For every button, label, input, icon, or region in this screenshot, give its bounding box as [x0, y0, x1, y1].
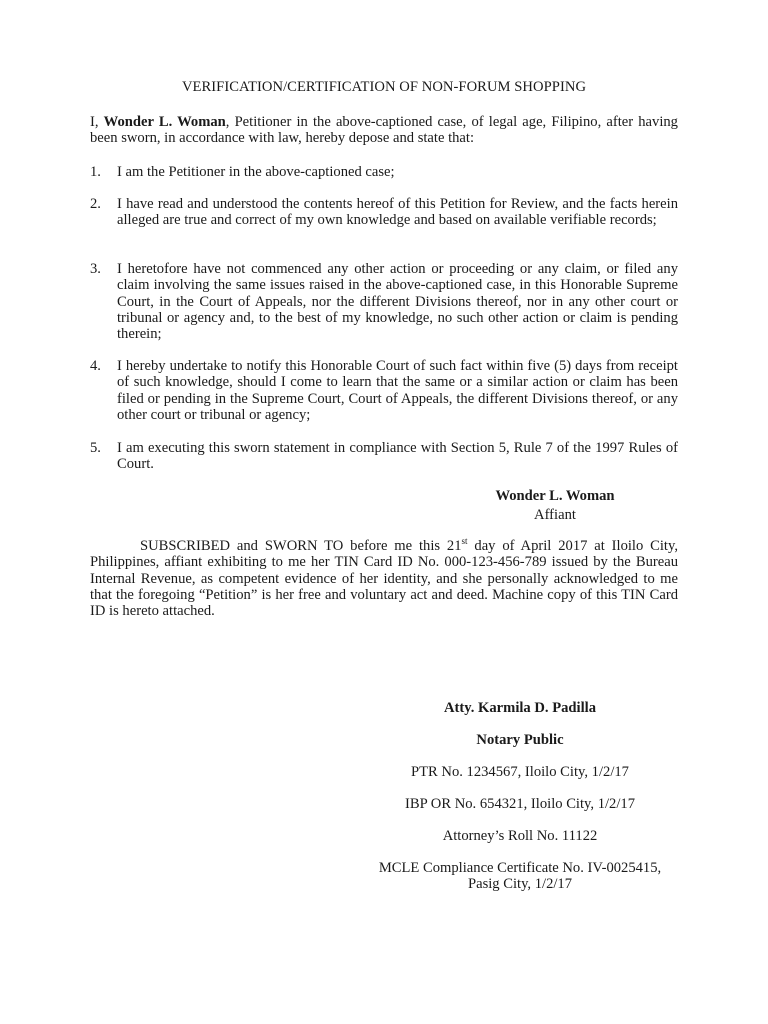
ptr-number: PTR No. 1234567, Iloilo City, 1/2/17	[411, 764, 629, 780]
statement-item-1	[90, 164, 678, 180]
jurat-text-end: day of April 2017 at Iloilo City, Philippines, affiant exhibiting to me her TIN Card ID No. 000-123-456-789 issued by the Bureau Internal Revenue, as competent evidence of her identity, and she personally acknowledged to me that the foregoing “Petition” is her free and voluntary act and deed. Machine copy of this TIN Card ID is hereto attached.	[90, 538, 678, 620]
statement-number: 5.	[90, 440, 101, 456]
affiant-name: Wonder L. Woman	[495, 488, 615, 504]
affiant-role: Affiant	[534, 507, 576, 523]
intro-prefix: I,	[90, 114, 104, 130]
notary-name: Atty. Karmila D. Padilla	[443, 700, 596, 716]
statement-number: 4.	[90, 358, 101, 374]
statement-item-4	[90, 358, 678, 423]
mcle-certificate: MCLE Compliance Certificate No. IV-0025415,	[378, 860, 662, 876]
statement-item-5	[90, 440, 678, 473]
statement-text: I heretofore have not commenced any other action or proceeding or any claim, or filed any claim involving the same issues raised in the above-captioned case, in this Honorable Supreme Court, in the Court of Appeals, nor the different Divisions thereof, nor in any other court or tribunal or agency and, to the best of my knowledge, no such other action or claim is pending therein;	[117, 261, 678, 343]
jurat-text-start: SUBSCRIBED and SWORN TO before me this 21	[140, 538, 462, 554]
statement-item-3	[90, 261, 678, 342]
ordinal-suffix: st	[461, 536, 468, 547]
petitioner-name: Wonder L. Woman	[103, 114, 226, 130]
roll-number: Attorney’s Roll No. 11122	[442, 828, 598, 844]
intro-paragraph	[90, 114, 678, 147]
intro-text: , Petitioner in the above-captioned case, of legal age, Filipino, after having been sworn, in accordance with law, hereby depose and state that:	[90, 114, 678, 147]
statement-text: I am the Petitioner in the above-captioned case;	[117, 164, 395, 180]
statement-text: I am executing this sworn statement in compliance with Section 5, Rule 7 of the 1997 Rules of Court.	[117, 440, 678, 473]
statement-text: I hereby undertake to notify this Honorable Court of such fact within five (5) days from receipt of such knowledge, should I come to learn that the same or a similar action or claim has been filed or pending in the Supreme Court, Court of Appeals, the different Divisions thereof, or any other court or tribunal or agency;	[117, 358, 678, 423]
statement-text: I have read and understood the contents hereof of this Petition for Review, and the facts herein alleged are true and correct of my own knowledge and based on available verifiable records;	[117, 196, 678, 229]
jurat-paragraph	[90, 538, 678, 619]
document-title: VERIFICATION/CERTIFICATION OF NON-FORUM SHOPPING	[181, 79, 587, 95]
statement-number: 1.	[90, 164, 101, 180]
ibp-number: IBP OR No. 654321, Iloilo City, 1/2/17	[404, 796, 635, 812]
notary-title: Notary Public	[476, 732, 564, 748]
statement-number: 2.	[90, 196, 101, 212]
statement-number: 3.	[90, 261, 101, 277]
mcle-place-date: Pasig City, 1/2/17	[467, 876, 573, 892]
statement-item-2	[90, 196, 678, 229]
